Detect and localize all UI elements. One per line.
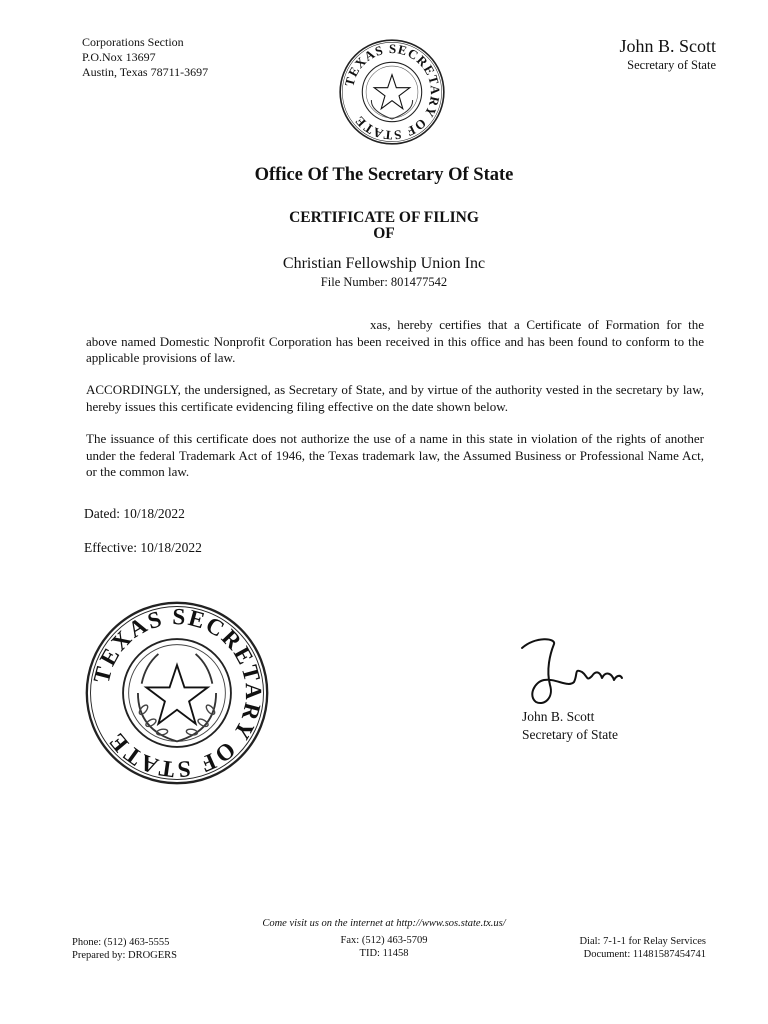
certification-paragraph bbox=[86, 317, 704, 367]
file-number: File Number: 801477542 bbox=[320, 275, 448, 289]
relay-services: Dial: 7-1-1 for Relay Services bbox=[579, 936, 706, 947]
certificate-title-line1: CERTIFICATE OF FILING bbox=[289, 209, 479, 226]
prepared-by: Prepared by: DROGERS bbox=[72, 950, 177, 961]
tid-number: TID: 11458 bbox=[359, 948, 409, 959]
secretary-title: Secretary of State bbox=[627, 58, 716, 72]
fax-number: Fax: (512) 463-5709 bbox=[340, 935, 428, 946]
dated-line: Dated: 10/18/2022 bbox=[84, 506, 185, 521]
mailing-address bbox=[82, 35, 208, 80]
svg-text:TEXAS SECRETARY OF STATE: TEXAS SECRETARY OF STATE bbox=[88, 603, 266, 783]
texas-seal-icon bbox=[84, 600, 270, 786]
paragraph-text: xas, hereby certifies that a Certificate of Formation for the above named Domestic Nonprofit Corporation has been received in this office and has been found to conform to the applicable provisions of law. bbox=[86, 317, 704, 365]
address-line: P.O.Nox 13697 bbox=[82, 50, 156, 64]
address-line: Corporations Section bbox=[82, 35, 184, 49]
signer-title: Secretary of State bbox=[522, 727, 618, 742]
effective-line: Effective: 10/18/2022 bbox=[84, 540, 202, 555]
signature-image bbox=[516, 630, 626, 710]
texas-seal-icon bbox=[338, 38, 446, 146]
certificate-title-line2: OF bbox=[373, 225, 395, 242]
footer-right bbox=[579, 935, 706, 961]
svg-text:TEXAS SECRETARY OF STATE: TEXAS SECRETARY OF STATE bbox=[341, 41, 444, 144]
certificate-title bbox=[0, 210, 768, 242]
secretary-name: John B. Scott bbox=[619, 36, 716, 56]
website-notice: Come visit us on the internet at http://www.sos.state.tx.us/ bbox=[262, 918, 506, 929]
accordingly-paragraph: ACCORDINGLY, the undersigned, as Secretary of State, and by virtue of the authority vested in the secretary by law, hereby issues this certificate evidencing filing effective on the date shown below. bbox=[86, 382, 704, 414]
document-number: Document: 1148158745474​1 bbox=[583, 949, 706, 960]
entity-name: Christian Fellowship Union Inc bbox=[282, 255, 486, 272]
phone-number: Phone: (512) 463-5555 bbox=[72, 937, 170, 948]
office-heading: Office Of The Secretary Of State bbox=[254, 165, 514, 185]
disclaimer-paragraph: The issuance of this certificate does not authorize the use of a name in this state in violation of the rights of another under the federal Trademark Act of 1946, the Texas trademark law, the Assumed Business or Professional Name Act, or the common law. bbox=[86, 431, 704, 479]
signer-name: John B. Scott bbox=[522, 709, 595, 724]
address-line: Austin, Texas 78711-3697 bbox=[82, 65, 209, 79]
